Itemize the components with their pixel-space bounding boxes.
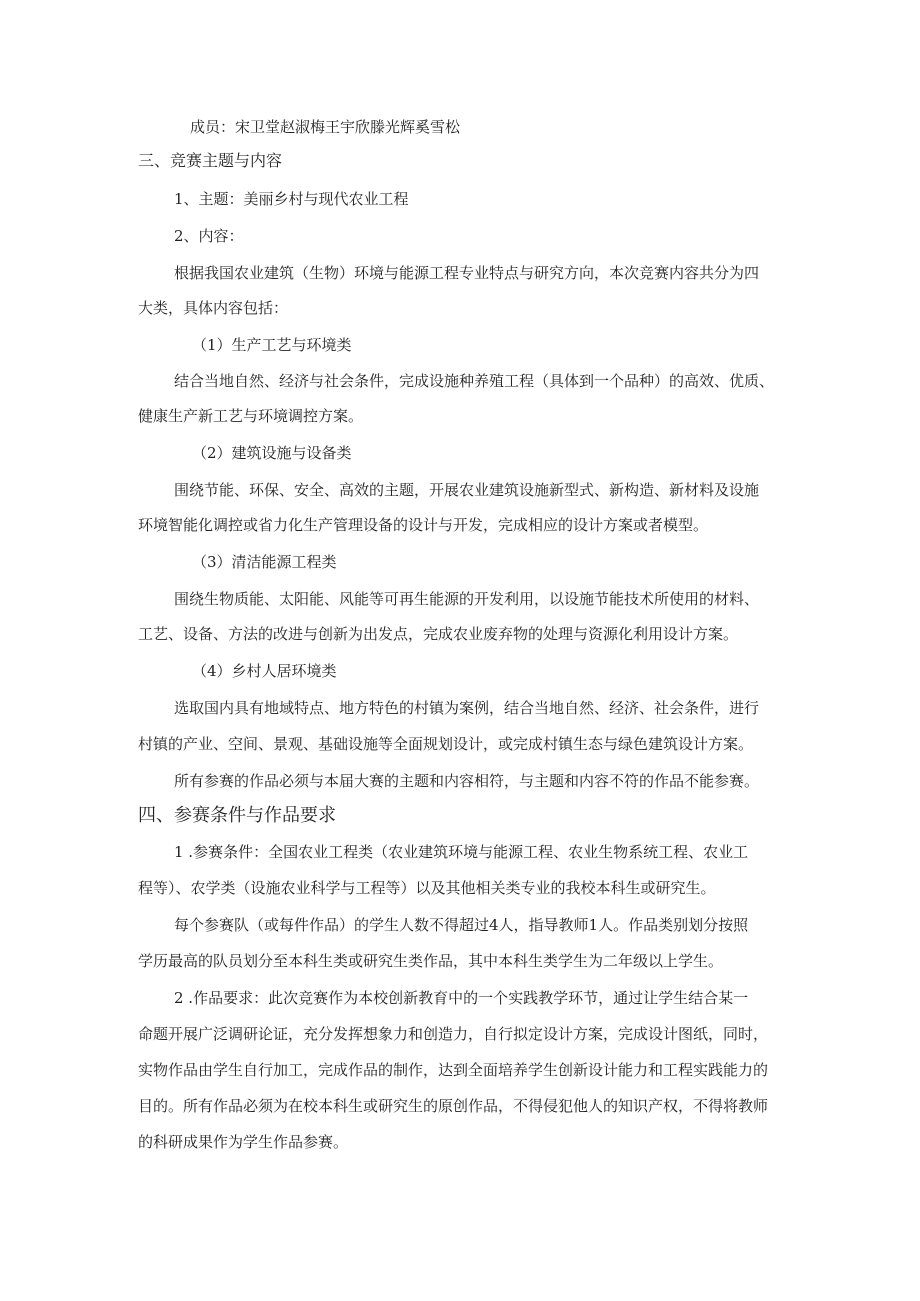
category-2-line-2: 环境智能化调控或省力化生产管理设备的设计与开发，完成相应的设计方案或者模型。 bbox=[138, 516, 709, 534]
category-2-line-1: 围绕节能、环保、安全、高效的主题，开展农业建筑设施新型式、新构造、新材料及设施 bbox=[174, 481, 760, 499]
requirements-line-4: 目的。所有作品必须为在校本科生或研究生的原创作品，不得侵犯他人的知识产权，不得将教师 bbox=[138, 1097, 769, 1115]
category-4-title: （4）乡村人居环境类 bbox=[192, 662, 337, 680]
category-3-line-1: 围绕生物质能、太阳能、风能等可再生能源的开发利用，以设施节能技术所使用的材料、 bbox=[174, 590, 760, 608]
content-label: 2、内容： bbox=[174, 227, 244, 245]
category-1-title: （1）生产工艺与环境类 bbox=[192, 336, 352, 354]
requirements-line-5: 的科研成果作为学生作品参赛。 bbox=[138, 1133, 349, 1151]
conditions-line-1: 1 .参赛条件：全国农业工程类（农业建筑环境与能源工程、农业生物系统工程、农业工 bbox=[174, 843, 749, 861]
category-3-line-2: 工艺、设备、方法的改进与创新为出发点，完成农业废弃物的处理与资源化利用设计方案。 bbox=[138, 625, 739, 643]
requirements-line-2: 命题开展广泛调研论证，充分发挥想象力和创造力，自行拟定设计方案，完成设计图纸，同时， bbox=[138, 1025, 769, 1043]
requirements-line-3: 实物作品由学生自行加工，完成作品的制作，达到全面培养学生创新设计能力和工程实践能力的 bbox=[138, 1061, 769, 1079]
category-1-line-2: 健康生产新工艺与环境调控方案。 bbox=[138, 407, 364, 425]
category-1-line-1: 结合当地自然、经济与社会条件，完成设施种养殖工程（具体到一个品种）的高效、优质、 bbox=[174, 372, 775, 390]
members-line: 成员：宋卫堂赵淑梅王宇欣滕光辉奚雪松 bbox=[190, 118, 461, 136]
conditions-line-2: 程等）、农学类（设施农业科学与工程等）以及其他相关类专业的我校本科生或研究生。 bbox=[138, 879, 716, 897]
note-paragraph: 所有参赛的作品必须与本届大赛的主题和内容相符，与主题和内容不符的作品不能参赛。 bbox=[174, 772, 760, 790]
theme-line: 1、主题：美丽乡村与现代农业工程 bbox=[174, 190, 409, 208]
category-2-title: （2）建筑设施与设备类 bbox=[192, 444, 352, 462]
intro-paragraph-line-1: 根据我国农业建筑（生物）环境与能源工程专业特点与研究方向，本次竞赛内容共分为四 bbox=[174, 264, 760, 282]
team-line-1: 每个参赛队（或每件作品）的学生人数不得超过4人，指导教师1人。作品类别划分按照 bbox=[174, 916, 749, 934]
category-3-title: （3）清洁能源工程类 bbox=[192, 553, 337, 571]
intro-paragraph-line-2: 大类，具体内容包括： bbox=[138, 299, 289, 317]
category-4-line-1: 选取国内具有地域特点、地方特色的村镇为案例，结合当地自然、经济、社会条件，进行 bbox=[174, 699, 760, 717]
category-4-line-2: 村镇的产业、空间、景观、基础设施等全面规划设计，或完成村镇生态与绿色建筑设计方案。 bbox=[138, 735, 754, 753]
requirements-line-1: 2 .作品要求：此次竞赛作为本校创新教育中的一个实践教学环节，通过让学生结合某一 bbox=[174, 989, 749, 1007]
section-4-heading: 四、参赛条件与作品要求 bbox=[138, 805, 336, 826]
team-line-2: 学历最高的队员划分至本科生类或研究生类作品，其中本科生类学生为二年级以上学生。 bbox=[138, 952, 724, 970]
section-3-heading: 三、竞赛主题与内容 bbox=[138, 151, 283, 170]
